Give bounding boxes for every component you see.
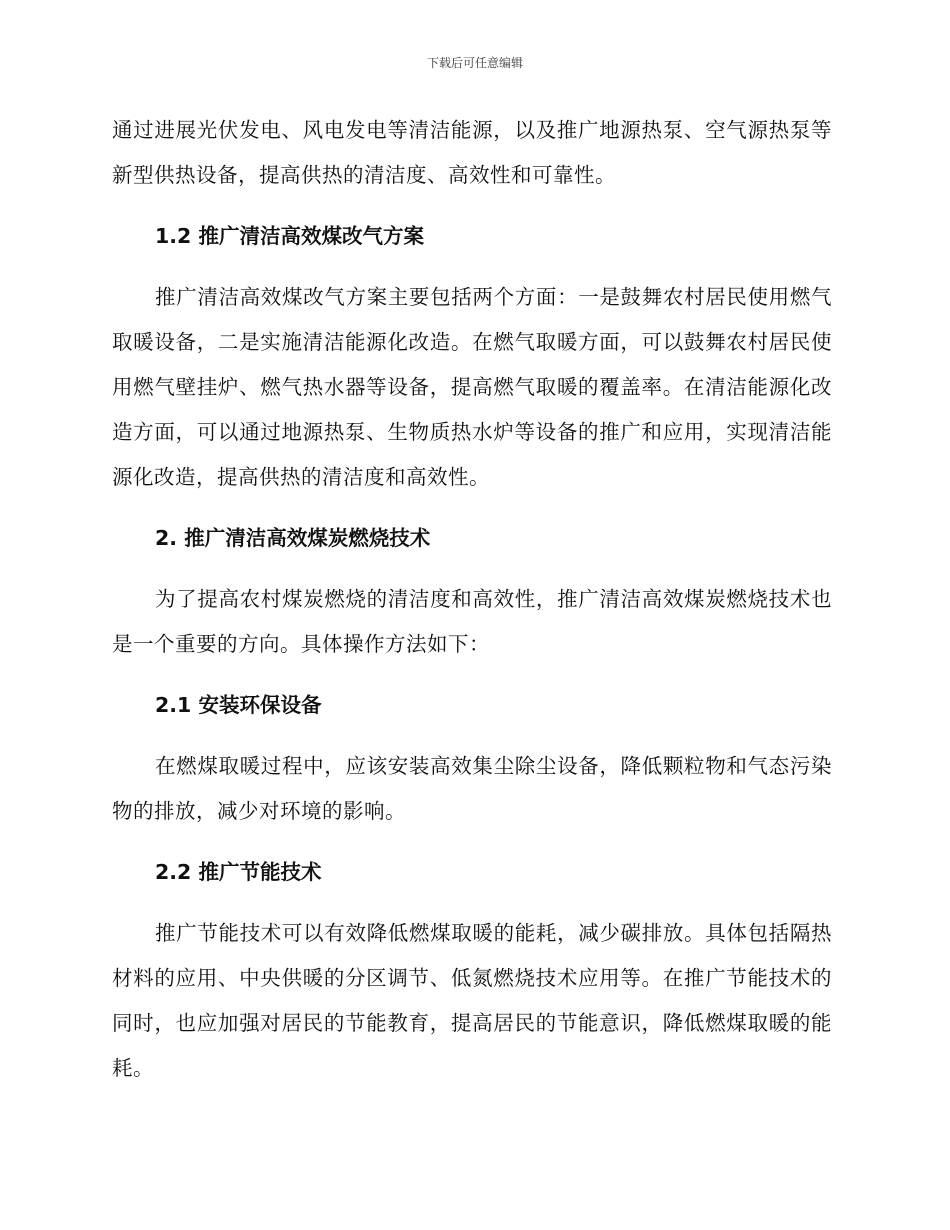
section-heading-2-1: 2.1 安装环保设备 bbox=[155, 693, 322, 717]
paragraph-environmental-equipment: 在燃煤取暖过程中，应该安装高效集尘除尘设备，降低颗粒物和气态污染物的排放，减少对环境的影响。 bbox=[112, 754, 832, 823]
page-header: 下载后可任意编辑 bbox=[426, 56, 523, 70]
section-heading-2-2: 2.2 推广节能技术 bbox=[155, 860, 322, 884]
paragraph-energy-saving: 推广节能技术可以有效降低燃煤取暖的能耗，减少碳排放。具体包括隔热材料的应用、中央供暖的分区调节、低氮燃烧技术应用等。在推广节能技术的同时，也应加强对居民的节能教育，提高居民的节能意识，降低燃煤取暖的能耗。 bbox=[112, 921, 832, 1080]
document-body bbox=[112, 108, 832, 1107]
section-heading-1-2: 1.2 推广清洁高效煤改气方案 bbox=[155, 224, 424, 248]
paragraph-coal-combustion: 为了提高农村煤炭燃烧的清洁度和高效性，推广清洁高效煤炭燃烧技术也是一个重要的方向。具体操作方法如下： bbox=[112, 587, 832, 656]
section-heading-2: 2. 推广清洁高效煤炭燃烧技术 bbox=[155, 526, 431, 550]
paragraph-continuation: 通过进展光伏发电、风电发电等清洁能源，以及推广地源热泵、空气源热泵等新型供热设备，提高供热的清洁度、高效性和可靠性。 bbox=[112, 118, 832, 187]
paragraph-coal-to-gas: 推广清洁高效煤改气方案主要包括两个方面：一是鼓舞农村居民使用燃气取暖设备，二是实施清洁能源化改造。在燃气取暖方面，可以鼓舞农村居民使用燃气壁挂炉、燃气热水器等设备，提高燃气取暖的覆盖率。在清洁能源化改造方面，可以通过地源热泵、生物质热水炉等设备的推广和应用，实现清洁能源化改造，提高供热的清洁度和高效性。 bbox=[112, 285, 832, 489]
